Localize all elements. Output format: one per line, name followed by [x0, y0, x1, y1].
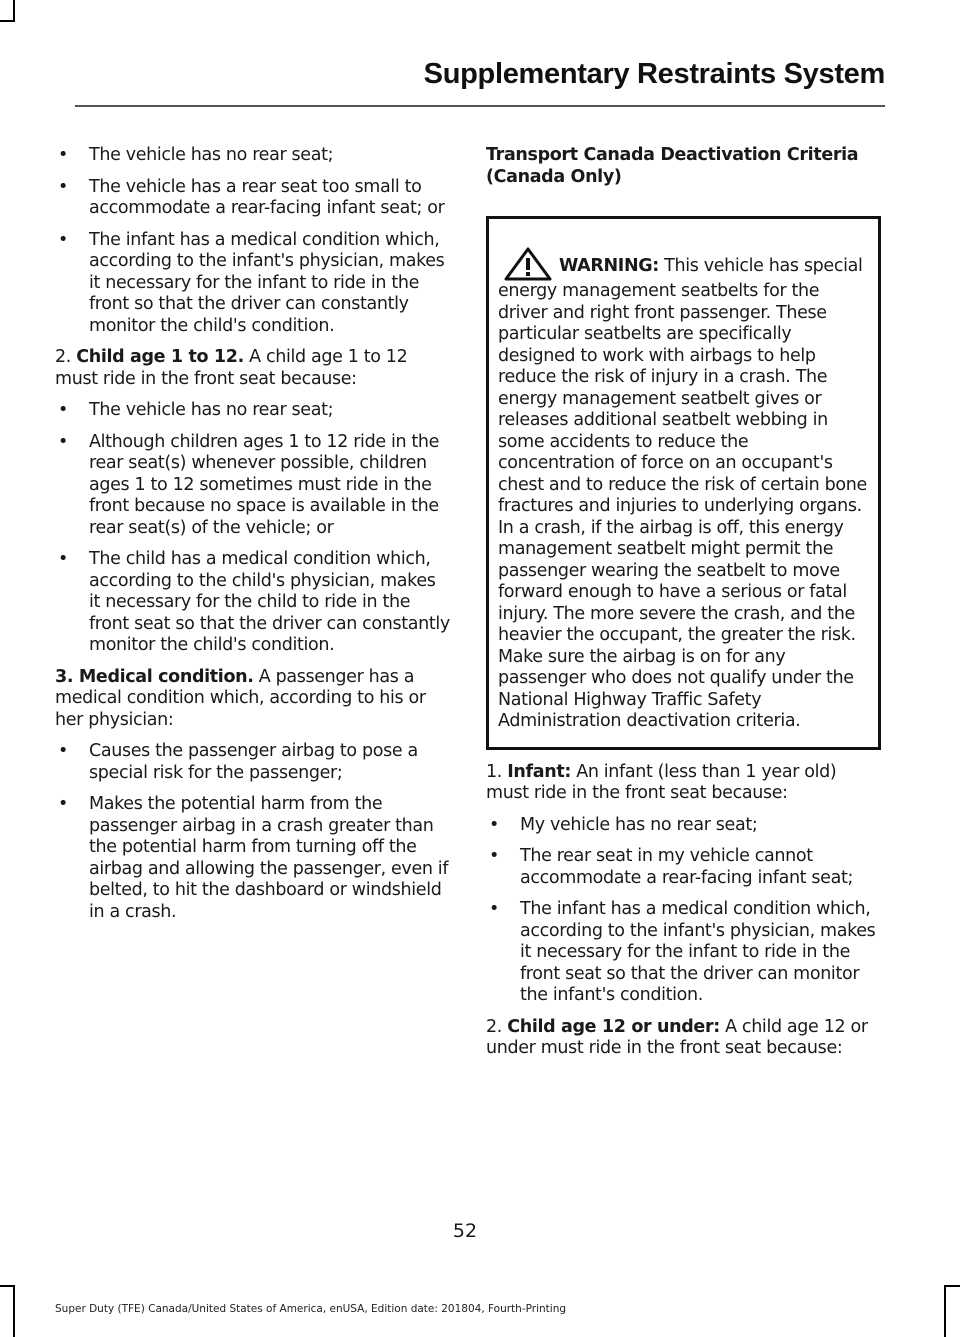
- crop-mark-bottom-right-v: [944, 1285, 946, 1337]
- bullet-marker: •: [58, 431, 68, 452]
- warning-box: [486, 216, 881, 750]
- crop-mark-top-left-v: [13, 0, 15, 20]
- crop-mark-bottom-left-h: [0, 1285, 15, 1287]
- crop-mark-bottom-left-v: [13, 1285, 15, 1337]
- list-item: • Although children ages 1 to 12 ride in the rear seat(s) whenever possible, children ages 1 to 12 sometimes must ride in the front because no space is available in the rear seat(s) of the vehicle; or: [58, 431, 440, 538]
- bullet-marker: •: [58, 400, 68, 420]
- list-item: • The infant has a medical condition which, according to the infant's physician, makes it necessary for the infant to ride in the front so that the driver can constantly monitor the child's condition.: [58, 229, 445, 336]
- bullet-marker: •: [489, 899, 499, 919]
- list-item: • The vehicle has no rear seat;: [58, 145, 334, 165]
- bullet-marker: •: [489, 814, 499, 835]
- bullet-marker: •: [58, 176, 68, 197]
- child-age-12-paragraph: 2. Child age 12 or under: A child age 12 or under must ride in the front seat because:: [486, 1016, 868, 1058]
- list-item: • My vehicle has no rear seat;: [489, 814, 758, 835]
- crop-mark-bottom-right-h: [944, 1285, 960, 1287]
- bullet-marker: •: [58, 145, 68, 165]
- left-column: [55, 145, 450, 933]
- warning-text: This vehicle has special energy management seatbelts for the driver and right front passenger. These particular seatbelts are specifically designed to work with airbags to help reduce the risk of injury in a crash. The energy management seatbelt gives or releases additional seatbelt webbing in some accidents to reduce the concentration of force on an occupant's chest and to reduce the risk of certain bone fractures and injuries to underlying organs. In a crash, if the airbag is off, this energy management seatbelt might permit the passenger wearing the seatbelt to move forward enough to have a serious or fatal injury. The more severe the crash, and the heavier the occupant, the greater the risk. Make sure the airbag is on for any passenger who does not qualify under the National Highway Traffic Safety Administration deactivation criteria.: [498, 256, 867, 731]
- page-title: Supplementary Restraints System: [423, 58, 885, 90]
- list-item: • Causes the passenger airbag to pose a special risk for the passenger;: [58, 741, 418, 783]
- infant-criteria-list: [486, 815, 881, 1007]
- child-age-paragraph: 2. Child age 1 to 12. A child age 1 to 12 must ride in the front seat because:: [55, 347, 408, 389]
- infant-reasons-list: [55, 145, 450, 337]
- warning-label: WARNING:: [559, 256, 659, 276]
- warning-triangle-icon: [503, 247, 553, 281]
- medical-condition-paragraph: 3. Medical condition. A passenger has a medical condition which, according to his or her physician:: [55, 666, 426, 730]
- bullet-marker: •: [58, 549, 68, 569]
- child-reasons-list: [55, 400, 450, 657]
- list-item: • The child has a medical condition which, according to the child's physician, makes it necessary for the child to ride in the front seat so that the driver can constantly monitor the child's condition.: [58, 549, 450, 655]
- bullet-marker: •: [58, 229, 68, 250]
- right-column: [486, 145, 881, 1070]
- infant-paragraph: 1. Infant: An infant (less than 1 year old) must ride in the front seat because:: [486, 761, 837, 803]
- footer-text: Super Duty (TFE) Canada/United States of America, enUSA, Edition date: 201804, Fourth-Printing: [55, 1303, 567, 1315]
- bullet-marker: •: [58, 794, 68, 814]
- bullet-marker: •: [58, 741, 68, 761]
- medical-reasons-list: [55, 741, 450, 923]
- section-heading: Transport Canada Deactivation Criteria (Canada Only): [486, 145, 859, 187]
- header-divider: [75, 105, 885, 107]
- bullet-marker: •: [489, 846, 499, 866]
- crop-mark-top-left-h: [0, 20, 15, 22]
- page-number: 52: [452, 1220, 478, 1242]
- list-item: • Makes the potential harm from the passenger airbag in a crash greater than the potential harm from turning off the airbag and allowing the passenger, even if belted, to hit the dashboard or windshield in a crash.: [58, 794, 449, 922]
- list-item: • The vehicle has no rear seat;: [58, 400, 334, 420]
- list-item: • The rear seat in my vehicle cannot accommodate a rear-facing infant seat;: [489, 846, 854, 888]
- list-item: • The vehicle has a rear seat too small to accommodate a rear-facing infant seat; or: [58, 176, 445, 218]
- list-item: • The infant has a medical condition which, according to the infant's physician, makes it necessary for the infant to ride in the front seat so that the driver can monitor the infant's condition.: [489, 899, 876, 1005]
